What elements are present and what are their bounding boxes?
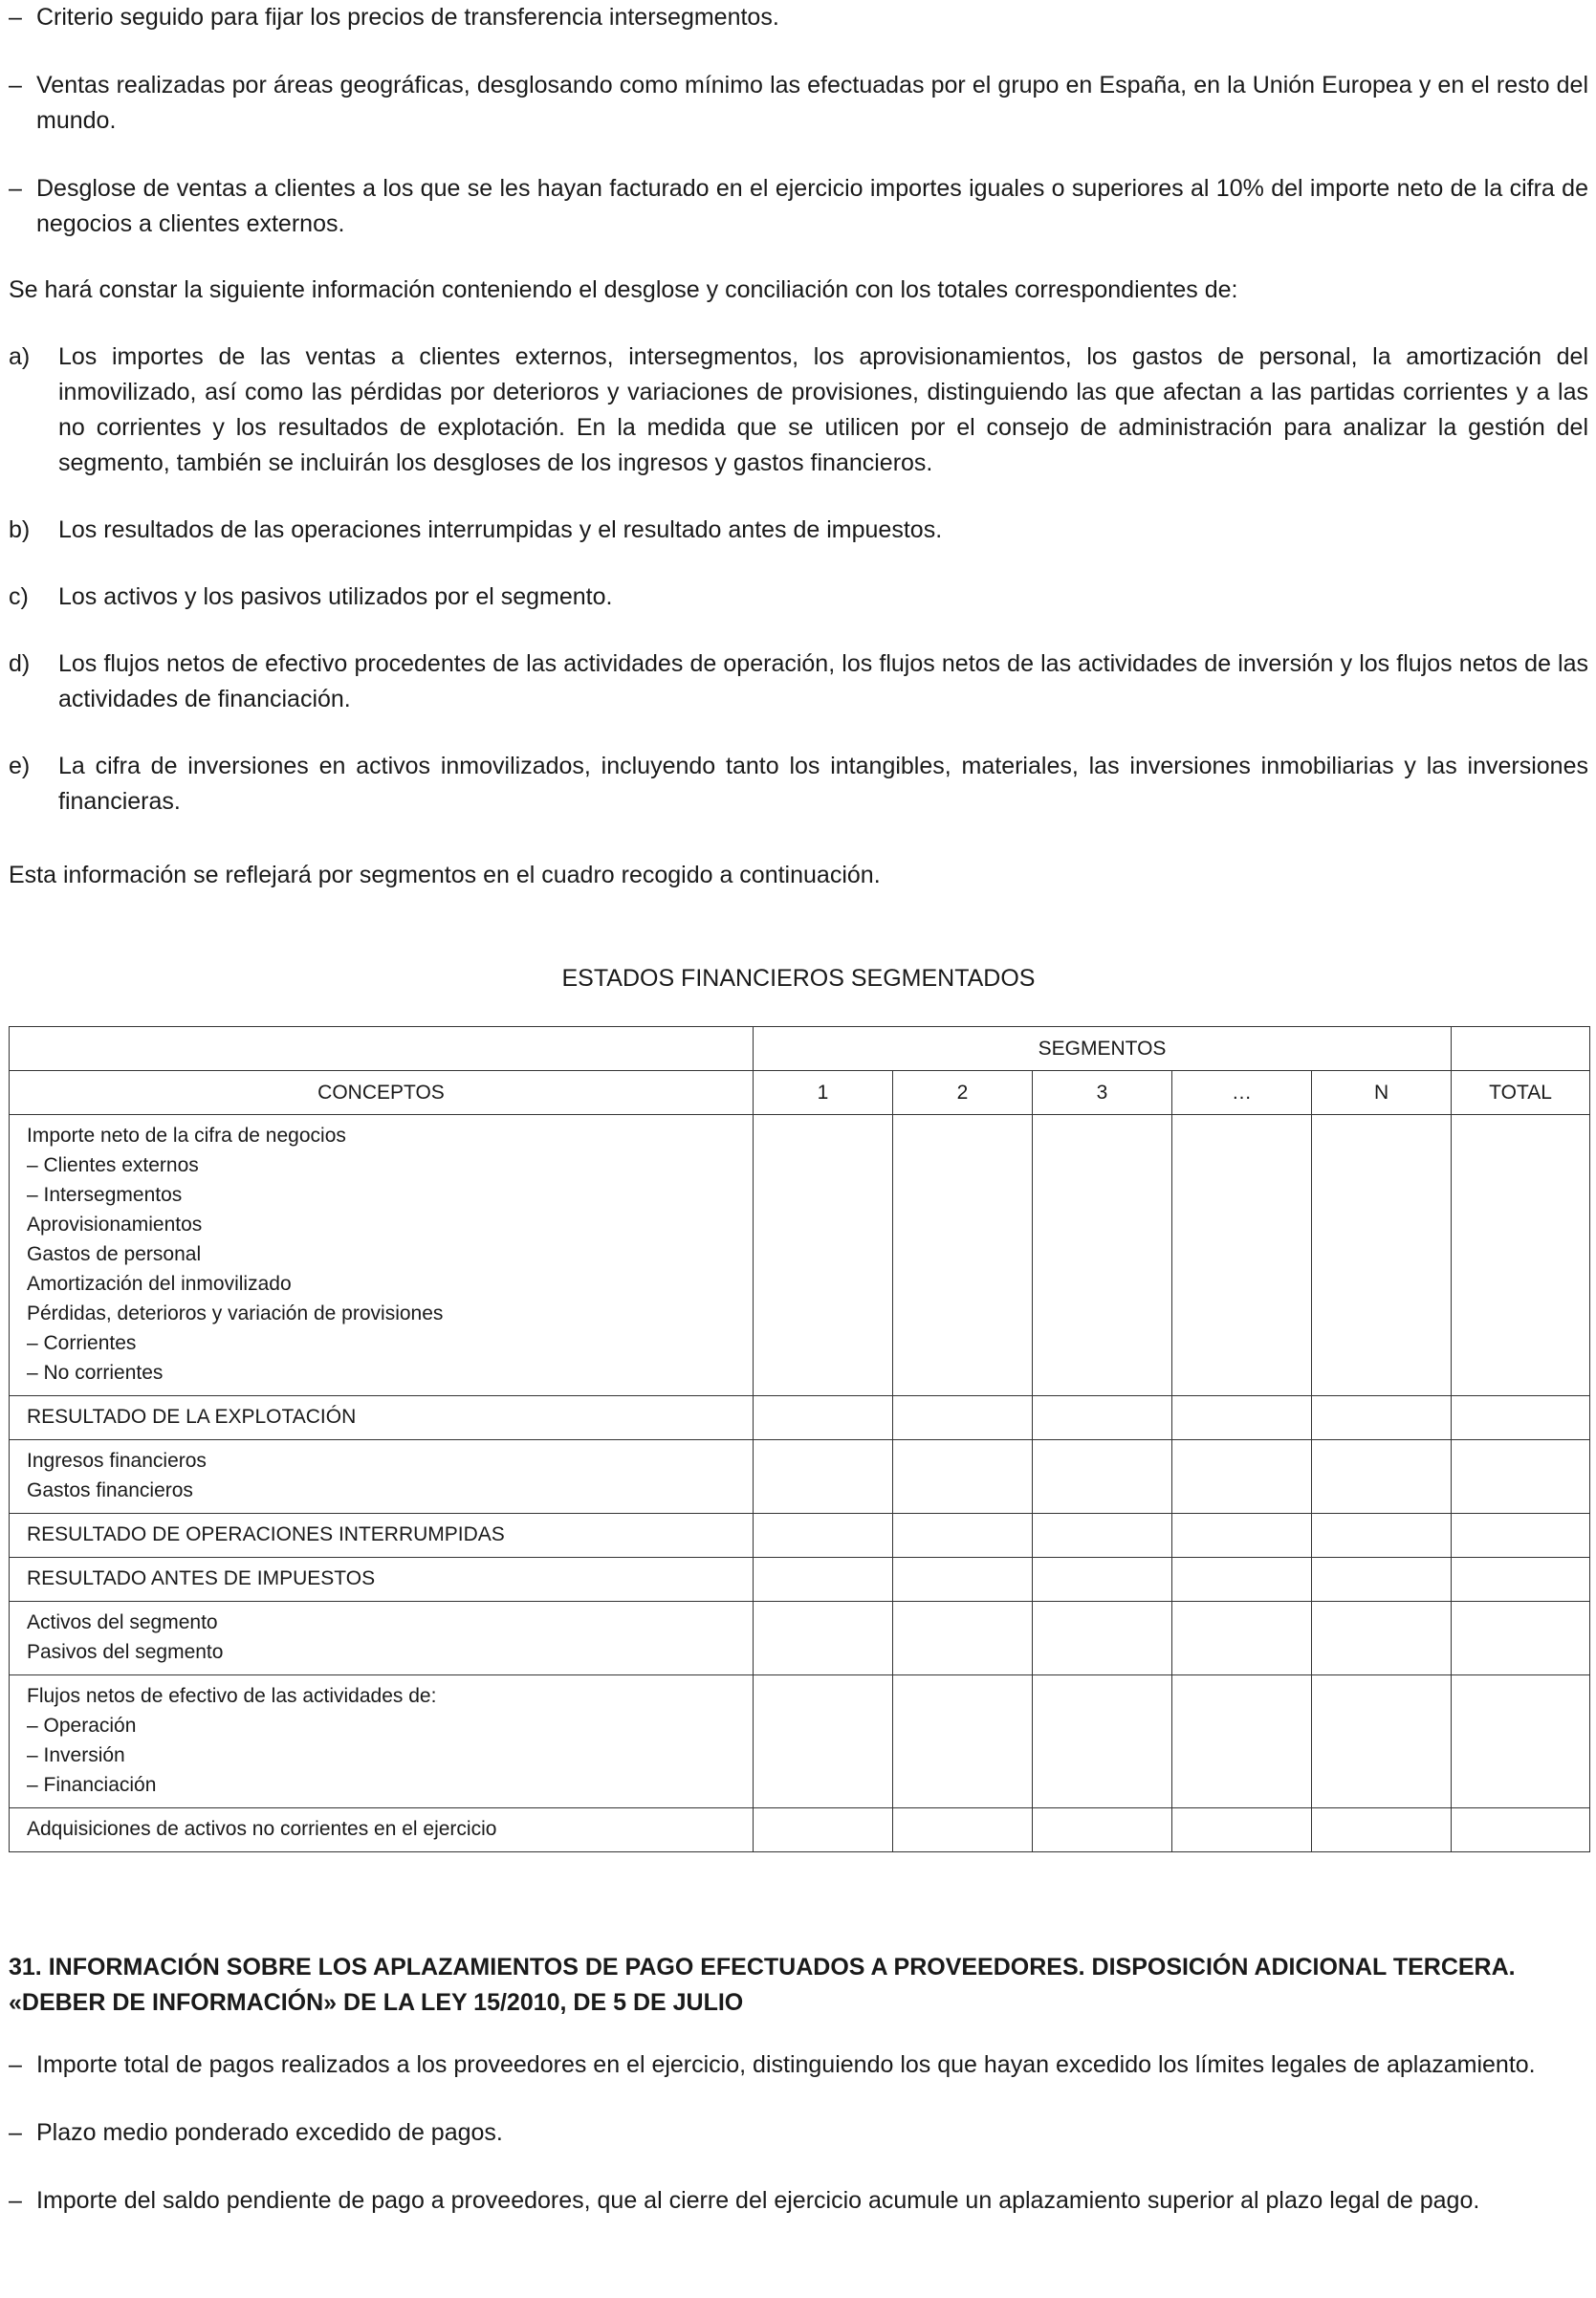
concept-line: – No corrientes [27,1362,164,1384]
value-cell [1452,1514,1590,1558]
value-cell [754,1808,893,1852]
value-cell [1172,1675,1312,1808]
lettered-item-a: a) Los importes de las ventas a clientes externos, intersegmentos, los aprovisionamientos, los gastos de personal, la amortización del inmovilizado, así como las pérdidas por deterioros y variaciones de provisiones, distinguiendo las que afectan a las partidas corrientes y a las no corrientes y los resultados de explotación. En la medida que se utilicen por el consejo de administración para analizar la gestión del segmento, también se incluirán los desgloses de los ingresos y gastos financieros. [9,343,1588,476]
table-row [10,1558,1590,1602]
value-cell [893,1558,1033,1602]
concept-line: RESULTADO DE OPERACIONES INTERRUMPIDAS [27,1523,505,1545]
lettered-list [9,339,1588,820]
value-cell [1172,1396,1312,1440]
concept-line: Aprovisionamientos [27,1214,203,1236]
value-cell [1312,1396,1452,1440]
value-cell [1172,1808,1312,1852]
value-cell [754,1602,893,1675]
section-31-heading: 31. INFORMACIÓN SOBRE LOS APLAZAMIENTOS DE PAGO EFECTUADOS A PROVEEDORES. DISPOSICIÓN ADICIONAL TERCERA. «DEBER DE INFORMACIÓN» DE LA LEY 15/2010, DE 5 DE JULIO [9,1954,1516,2016]
section-31-list [9,2047,1588,2219]
value-cell [1452,1440,1590,1514]
list-item: – Importe del saldo pendiente de pago a proveedores, que al cierre del ejercicio acumule un aplazamiento superior al plazo legal de pago. [9,2187,1480,2214]
value-cell [1033,1115,1172,1396]
value-cell [754,1514,893,1558]
concept-line: – Clientes externos [27,1154,199,1176]
value-cell [1452,1602,1590,1675]
list-item: – Criterio seguido para fijar los precios de transferencia intersegmentos. [9,4,779,31]
value-cell [1312,1675,1452,1808]
value-cell [1312,1558,1452,1602]
value-cell [893,1440,1033,1514]
table-row [10,1396,1590,1440]
segmented-statements-table [9,1026,1590,1852]
value-cell [1452,1396,1590,1440]
blank-header-cell [1452,1027,1590,1071]
value-cell [1312,1808,1452,1852]
concept-line: Adquisiciones de activos no corrientes en el ejercicio [27,1818,497,1840]
concept-line: – Intersegmentos [27,1184,183,1206]
value-cell [754,1440,893,1514]
value-cell [754,1396,893,1440]
value-cell [1172,1440,1312,1514]
value-cell [1452,1558,1590,1602]
concept-line: Importe neto de la cifra de negocios [27,1125,346,1147]
value-cell [1033,1808,1172,1852]
table-row [10,1675,1590,1808]
concept-line: Flujos netos de efectivo de las actividades de: [27,1685,437,1707]
value-cell [1033,1396,1172,1440]
info-paragraph: Se hará constar la siguiente información conteniendo el desglose y conciliación con los totales correspondientes de: [9,276,1238,303]
value-cell [1172,1115,1312,1396]
lettered-item-b: b) Los resultados de las operaciones interrumpidas y el resultado antes de impuestos. [9,516,943,543]
value-cell [1452,1115,1590,1396]
concept-cell [10,1558,754,1602]
value-cell [1172,1602,1312,1675]
concept-line: – Financiación [27,1774,157,1796]
concept-cell [10,1602,754,1675]
value-cell [893,1514,1033,1558]
value-cell [1452,1808,1590,1852]
concept-line: RESULTADO ANTES DE IMPUESTOS [27,1567,376,1589]
lettered-item-c: c) Los activos y los pasivos utilizados por el segmento. [9,583,613,610]
value-cell [1312,1440,1452,1514]
value-cell [893,1675,1033,1808]
concept-line: Pérdidas, deterioros y variación de provisiones [27,1302,444,1324]
column-header: … [1172,1071,1312,1115]
concepts-header: CONCEPTOS [10,1071,754,1115]
concept-line: Gastos de personal [27,1243,202,1265]
concept-line: Gastos financieros [27,1479,193,1501]
value-cell [1312,1602,1452,1675]
concept-cell [10,1808,754,1852]
table-row [10,1115,1590,1396]
value-cell [1312,1514,1452,1558]
table-row [10,1602,1590,1675]
concept-line: – Inversión [27,1744,125,1766]
list-item: – Plazo medio ponderado excedido de pagos. [9,2119,503,2146]
value-cell [1033,1675,1172,1808]
column-header: 1 [754,1071,893,1115]
value-cell [754,1558,893,1602]
concept-cell [10,1440,754,1514]
concept-line: – Corrientes [27,1332,137,1354]
value-cell [1452,1675,1590,1808]
lettered-item-d: d) Los flujos netos de efectivo procedentes de las actividades de operación, los flujos netos de las actividades de inversión y los flujos netos de las actividades de financiación. [9,650,1588,712]
table-row [10,1514,1590,1558]
value-cell [893,1808,1033,1852]
value-cell [893,1115,1033,1396]
value-cell [1312,1115,1452,1396]
concept-line: Amortización del inmovilizado [27,1273,292,1295]
list-item: – Ventas realizadas por áreas geográficas, desglosando como mínimo las efectuadas por el grupo en España, en la Unión Europea y en el resto del mundo. [9,72,1588,134]
blank-header-cell [10,1027,754,1071]
concept-line: Pasivos del segmento [27,1641,224,1663]
table-row [10,1808,1590,1852]
table-intro-paragraph: Esta información se reflejará por segmentos en el cuadro recogido a continuación. [9,862,881,888]
lettered-item-e: e) La cifra de inversiones en activos inmovilizados, incluyendo tanto los intangibles, materiales, las inversiones inmobiliarias y las inversiones financieras. [9,753,1588,815]
table-body [10,1115,1590,1852]
concept-cell [10,1396,754,1440]
value-cell [1172,1558,1312,1602]
value-cell [893,1602,1033,1675]
list-item: – Importe total de pagos realizados a los proveedores en el ejercicio, distinguiendo los que hayan excedido los límites legales de aplazamiento. [9,2051,1536,2078]
value-cell [1033,1440,1172,1514]
value-cell [1033,1602,1172,1675]
value-cell [754,1115,893,1396]
concept-cell [10,1115,754,1396]
concept-cell [10,1675,754,1808]
value-cell [893,1396,1033,1440]
intro-list [9,0,1588,242]
segments-header: SEGMENTOS [754,1027,1452,1071]
concept-cell [10,1514,754,1558]
column-header: N [1312,1071,1452,1115]
concept-line: – Operación [27,1715,137,1737]
table-row [10,1440,1590,1514]
column-header: TOTAL [1452,1071,1590,1115]
value-cell [1033,1558,1172,1602]
column-header: 2 [893,1071,1033,1115]
concept-line: Activos del segmento [27,1611,218,1633]
list-item: – Desglose de ventas a clientes a los que se les hayan facturado en el ejercicio importes iguales o superiores al 10% del importe neto de la cifra de negocios a clientes externos. [9,175,1588,237]
value-cell [754,1675,893,1808]
concept-line: RESULTADO DE LA EXPLOTACIÓN [27,1406,357,1428]
concept-line: Ingresos financieros [27,1450,207,1472]
value-cell [1033,1514,1172,1558]
column-header: 3 [1033,1071,1172,1115]
value-cell [1172,1514,1312,1558]
table-title: ESTADOS FINANCIEROS SEGMENTADOS [561,965,1036,992]
